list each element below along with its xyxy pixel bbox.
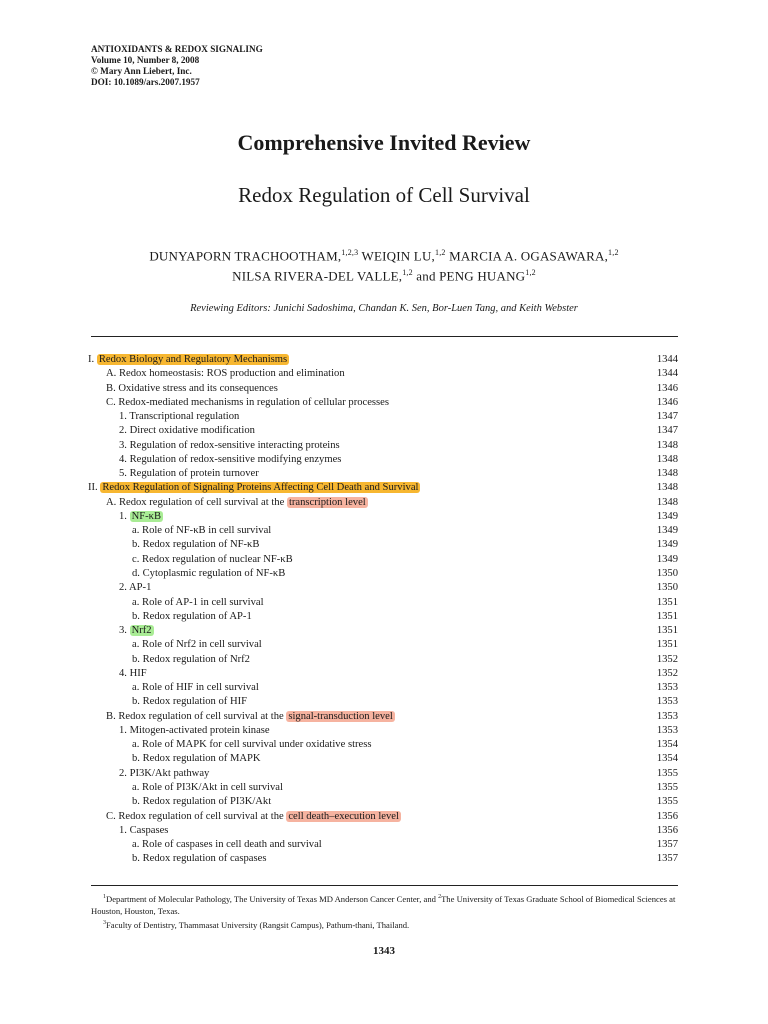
toc-entry-title	[132, 752, 261, 766]
footnote-text: The University of Texas Graduate School of Biomedical Sciences at Houston, Houston, Texas.	[91, 893, 676, 916]
toc-entry-text: C. Redox regulation of cell survival at the	[106, 810, 287, 822]
journal-info	[91, 44, 263, 88]
toc-entry-text: c. Redox regulation of nuclear NF-κB	[132, 553, 293, 565]
toc-entry	[91, 538, 678, 552]
toc-entry-title	[88, 353, 289, 367]
footnotes	[91, 891, 678, 931]
toc-entry-title	[106, 496, 368, 510]
table-of-contents	[88, 353, 678, 867]
toc-entry-title	[132, 795, 271, 809]
toc-page-number: 1353	[656, 710, 678, 722]
toc-entry-text: b. Redox regulation of Nrf2	[132, 653, 250, 665]
author-name: WEIQIN LU,	[361, 248, 435, 264]
toc-entry	[91, 596, 678, 610]
toc-entry	[91, 810, 678, 824]
toc-entry	[91, 738, 678, 752]
paper-title: Redox Regulation of Cell Survival	[238, 183, 530, 207]
toc-page-number: 1348	[656, 496, 678, 508]
toc-entry-title	[119, 724, 270, 738]
journal-name: ANTIOXIDANTS & REDOX SIGNALING	[91, 44, 263, 54]
toc-page-number: 1357	[656, 853, 678, 865]
toc-page-number: 1346	[656, 396, 678, 408]
footnote-1-2	[91, 891, 678, 917]
toc-entry	[91, 439, 678, 453]
author-name: and PENG HUANG	[416, 268, 526, 284]
toc-entry	[91, 367, 678, 381]
toc-entry-text: b. Redox regulation of PI3K/Akt	[132, 796, 272, 808]
author-affiliation: 1,2	[525, 268, 536, 278]
toc-top-divider	[91, 336, 678, 337]
toc-entry	[88, 481, 678, 495]
toc-highlight: Nrf2	[131, 625, 152, 637]
toc-entry-text: C. Redox-mediated mechanisms in regulation of cellular processes	[106, 396, 390, 408]
toc-entry-text: 1. Caspases	[119, 824, 169, 836]
toc-entry-title	[119, 439, 340, 453]
toc-entry	[91, 510, 678, 524]
author-affiliation: 1,2,3	[341, 248, 359, 257]
toc-entry-title	[132, 781, 283, 795]
toc-entry-text: 4. HIF	[119, 667, 147, 679]
toc-page-number: 1349	[656, 510, 678, 522]
toc-entry-title	[119, 467, 259, 481]
toc-entry-text: b. Redox regulation of MAPK	[132, 753, 261, 765]
toc-entry	[91, 767, 678, 781]
toc-page-number: 1347	[656, 411, 678, 423]
toc-entry-title	[106, 810, 401, 824]
toc-entry	[91, 781, 678, 795]
toc-page-number: 1348	[656, 482, 678, 494]
toc-entry	[91, 496, 678, 510]
toc-entry-text: A. Redox regulation of cell survival at the	[106, 496, 287, 508]
toc-entry-title	[132, 596, 264, 610]
toc-entry-text: a. Role of AP-1 in cell survival	[132, 596, 264, 608]
toc-entry-text: 3. Regulation of redox-sensitive interacting proteins	[119, 439, 340, 451]
toc-entry-title	[119, 581, 151, 595]
footnote-mark: 2	[438, 894, 442, 900]
toc-entry	[91, 838, 678, 852]
toc-entry-text: b. Redox regulation of AP-1	[132, 610, 252, 622]
toc-page-number: 1355	[656, 767, 678, 779]
footnote-3	[91, 917, 678, 931]
toc-entry-text: 2. Direct oxidative modification	[119, 425, 255, 437]
toc-page-number: 1353	[656, 696, 678, 708]
toc-entry-text: a. Role of MAPK for cell survival under oxidative stress	[132, 739, 372, 751]
toc-entry	[91, 695, 678, 709]
footnote-text: Department of Molecular Pathology, The University of Texas MD Anderson Cancer Center, and	[106, 893, 439, 904]
toc-entry	[91, 852, 678, 866]
journal-doi: DOI: 10.1089/ars.2007.1957	[91, 77, 200, 87]
toc-entry-text: a. Role of Nrf2 in cell survival	[132, 639, 262, 651]
toc-page-number: 1352	[656, 667, 678, 679]
toc-entry-text: 2. AP-1	[119, 582, 152, 594]
toc-entry-title	[132, 695, 247, 709]
toc-page-number: 1344	[656, 368, 678, 380]
toc-entry-text: a. Role of PI3K/Akt in cell survival	[132, 781, 283, 793]
toc-entry	[91, 581, 678, 595]
toc-entry-title	[132, 610, 252, 624]
toc-entry-title	[119, 424, 255, 438]
toc-page-number: 1349	[656, 525, 678, 537]
toc-highlight: NF-κB	[131, 510, 162, 522]
toc-entry	[91, 553, 678, 567]
toc-page-number: 1346	[656, 382, 678, 394]
toc-entry	[91, 681, 678, 695]
toc-entry-title	[88, 481, 420, 495]
toc-entry-text: A. Redox homeostasis: ROS production and elimination	[106, 368, 345, 380]
toc-page-number: 1348	[656, 468, 678, 480]
toc-entry-text: 1.	[119, 510, 130, 522]
footnote-mark: 1	[103, 894, 106, 900]
toc-entry	[91, 610, 678, 624]
toc-entry-title	[119, 767, 209, 781]
toc-entry-title	[132, 681, 259, 695]
toc-entry	[91, 467, 678, 481]
toc-entry-text: B. Oxidative stress and its consequences	[106, 382, 278, 394]
toc-page-number: 1353	[656, 682, 678, 694]
toc-highlight: Redox Regulation of Signaling Proteins Affecting Cell Death and Survival	[102, 482, 419, 494]
toc-page-number: 1350	[656, 567, 678, 579]
toc-highlight: signal-transduction level	[288, 710, 393, 722]
toc-entry-title	[132, 567, 285, 581]
toc-entry-title	[132, 838, 322, 852]
toc-entry-title	[119, 510, 163, 524]
toc-entry-text: 1. Mitogen-activated protein kinase	[119, 724, 270, 736]
author-affiliation: 1,2	[435, 248, 446, 257]
toc-page-number: 1347	[656, 425, 678, 437]
journal-copyright: © Mary Ann Liebert, Inc.	[91, 66, 192, 76]
toc-entry-title	[132, 852, 266, 866]
toc-entry-text: B. Redox regulation of cell survival at the	[106, 710, 287, 722]
toc-entry	[91, 795, 678, 809]
toc-entry	[91, 667, 678, 681]
toc-entry-title	[119, 667, 147, 681]
toc-entry	[91, 382, 678, 396]
toc-entry-title	[106, 396, 389, 410]
toc-entry-title	[119, 624, 154, 638]
toc-entry-text: 4. Regulation of redox-sensitive modifying enzymes	[119, 453, 342, 465]
toc-page-number: 1349	[656, 539, 678, 551]
toc-entry-title	[132, 538, 259, 552]
toc-entry-title	[106, 367, 345, 381]
toc-entry-text: b. Redox regulation of caspases	[132, 853, 267, 865]
toc-page-number: 1354	[656, 753, 678, 765]
toc-page-number: 1351	[656, 596, 678, 608]
toc-highlight: Redox Biology and Regulatory Mechanisms	[98, 354, 288, 365]
footnote-text: Faculty of Dentistry, Thammasat University (Rangsit Campus), Pathum-thani, Thailand.	[106, 919, 410, 930]
toc-entry-text: 3.	[119, 625, 130, 637]
toc-entry	[91, 453, 678, 467]
toc-entry	[91, 410, 678, 424]
toc-entry-text: 2. PI3K/Akt pathway	[119, 767, 210, 779]
toc-entry	[91, 710, 678, 724]
toc-page-number: 1344	[656, 354, 678, 365]
toc-entry-text: a. Role of caspases in cell death and survival	[132, 839, 322, 851]
toc-page-number: 1355	[656, 781, 678, 793]
toc-entry-title	[119, 824, 168, 838]
toc-entry-title	[132, 738, 372, 752]
toc-entry-title	[106, 382, 278, 396]
toc-page-number: 1355	[656, 796, 678, 808]
toc-entry-text: a. Role of HIF in cell survival	[132, 682, 259, 694]
footnote-mark: 3	[103, 919, 106, 926]
toc-page-number: 1348	[656, 453, 678, 465]
toc-entry	[91, 396, 678, 410]
author-line-2	[0, 264, 768, 284]
toc-entry	[88, 353, 678, 367]
toc-entry	[91, 624, 678, 638]
toc-page-number: 1353	[656, 724, 678, 736]
author-name: DUNYAPORN TRACHOOTHAM,	[149, 248, 342, 264]
toc-entry	[91, 524, 678, 538]
footnote-divider	[91, 885, 678, 886]
toc-page-number: 1349	[656, 553, 678, 565]
toc-entry-text: b. Redox regulation of NF-κB	[132, 539, 260, 551]
toc-page-number: 1351	[656, 625, 678, 637]
author-affiliation: 1,2	[608, 248, 619, 257]
toc-page-number: 1354	[656, 739, 678, 751]
toc-entry-text: b. Redox regulation of HIF	[132, 696, 248, 708]
journal-volume: Volume 10, Number 8, 2008	[91, 55, 200, 65]
toc-entry	[91, 653, 678, 667]
author-list	[0, 244, 768, 285]
toc-entry	[91, 567, 678, 581]
toc-entry-title	[132, 653, 250, 667]
toc-entry	[91, 638, 678, 652]
toc-entry-title	[119, 453, 341, 467]
toc-entry-text: d. Cytoplasmic regulation of NF-κB	[132, 567, 286, 579]
page-number: 1343	[373, 945, 395, 957]
toc-page-number: 1352	[656, 653, 678, 665]
toc-entry-title	[106, 710, 395, 724]
toc-entry-title	[132, 638, 262, 652]
author-line-1	[0, 244, 768, 264]
toc-page-number: 1357	[656, 839, 678, 851]
toc-entry	[91, 824, 678, 838]
toc-entry-text: II.	[88, 482, 101, 494]
document-type: Comprehensive Invited Review	[237, 130, 531, 155]
toc-entry-title	[132, 553, 293, 567]
toc-entry-text: 1. Transcriptional regulation	[119, 411, 240, 423]
toc-highlight: cell death–execution level	[288, 810, 399, 822]
toc-entry	[91, 724, 678, 738]
reviewing-editors: Reviewing Editors: Junichi Sadoshima, Chandan K. Sen, Bor-Luen Tang, and Keith Webster	[190, 303, 578, 314]
toc-entry-title	[119, 410, 239, 424]
toc-entry-title	[132, 524, 271, 538]
toc-entry-text: 5. Regulation of protein turnover	[119, 468, 259, 480]
toc-page-number: 1356	[656, 824, 678, 836]
toc-page-number: 1348	[656, 439, 678, 451]
toc-entry-text: a. Role of NF-κB in cell survival	[132, 525, 272, 537]
toc-page-number: 1350	[656, 582, 678, 594]
toc-entry	[91, 752, 678, 766]
author-name: MARCIA A. OGASAWARA,	[449, 248, 609, 264]
toc-entry-text: I.	[88, 354, 97, 365]
toc-page-number: 1351	[656, 639, 678, 651]
toc-page-number: 1356	[656, 810, 678, 822]
toc-highlight: transcription level	[288, 496, 366, 508]
author-affiliation: 1,2	[402, 268, 413, 278]
toc-page-number: 1351	[656, 610, 678, 622]
author-name: NILSA RIVERA-DEL VALLE,	[232, 268, 403, 284]
toc-entry	[91, 424, 678, 438]
